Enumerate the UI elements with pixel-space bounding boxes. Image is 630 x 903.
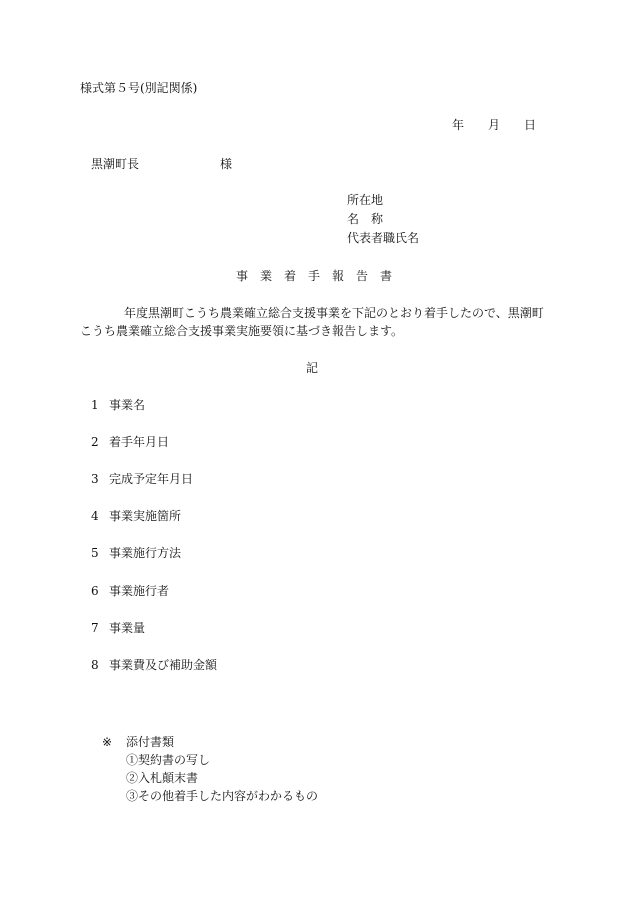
item-label: 事業実施箇所 xyxy=(109,509,182,523)
item-label: 事業量 xyxy=(109,621,146,635)
item-number: 8 xyxy=(91,658,99,672)
form-number-label: 様式第５号(別記関係) xyxy=(80,81,198,95)
sender-representative-label: 代表者職氏名 xyxy=(347,231,420,245)
list-item xyxy=(91,546,181,560)
sender-name-label: 名 称 xyxy=(347,212,384,226)
date-day-label: 日 xyxy=(524,118,537,132)
item-label: 事業名 xyxy=(109,398,146,412)
addressee-honorific: 様 xyxy=(220,157,233,171)
item-number: 1 xyxy=(91,398,99,412)
list-item xyxy=(91,658,217,672)
list-item xyxy=(91,435,169,449)
sender-address-label: 所在地 xyxy=(347,193,384,207)
list-item xyxy=(91,584,169,598)
item-number: 6 xyxy=(91,584,99,598)
attachment-item: ②入札顛末書 xyxy=(126,771,199,785)
item-number: 2 xyxy=(91,435,99,449)
item-number: 7 xyxy=(91,621,99,635)
date-year-label: 年 xyxy=(452,118,465,132)
item-number: 3 xyxy=(91,472,99,486)
item-number: 5 xyxy=(91,546,99,560)
item-number: 4 xyxy=(91,509,99,523)
item-label: 事業費及び補助金額 xyxy=(109,658,218,672)
list-item xyxy=(91,472,193,486)
item-label: 着手年月日 xyxy=(109,435,170,449)
body-text-line-1: 年度黒潮町こうち農業確立総合支援事業を下記のとおり着手したので、黒潮町 xyxy=(124,306,544,320)
addressee-name: 黒潮町長 xyxy=(91,157,140,171)
list-item xyxy=(91,509,181,523)
item-label: 完成予定年月日 xyxy=(109,472,194,486)
item-label: 事業施行者 xyxy=(109,584,170,598)
record-mark: 記 xyxy=(306,361,319,375)
attachment-item: ①契約書の写し xyxy=(126,753,211,767)
attachment-note-mark: ※ xyxy=(102,735,113,749)
document-title: 事業着手報告書 xyxy=(236,269,405,283)
item-label: 事業施行方法 xyxy=(109,546,182,560)
attachment-item: ③その他着手した内容がわかるもの xyxy=(126,789,319,803)
list-item xyxy=(91,398,145,412)
body-text-line-2: こうち農業確立総合支援事業実施要領に基づき報告します。 xyxy=(80,324,404,338)
list-item xyxy=(91,621,145,635)
attachment-title: 添付書類 xyxy=(126,735,175,749)
date-month-label: 月 xyxy=(488,118,501,132)
